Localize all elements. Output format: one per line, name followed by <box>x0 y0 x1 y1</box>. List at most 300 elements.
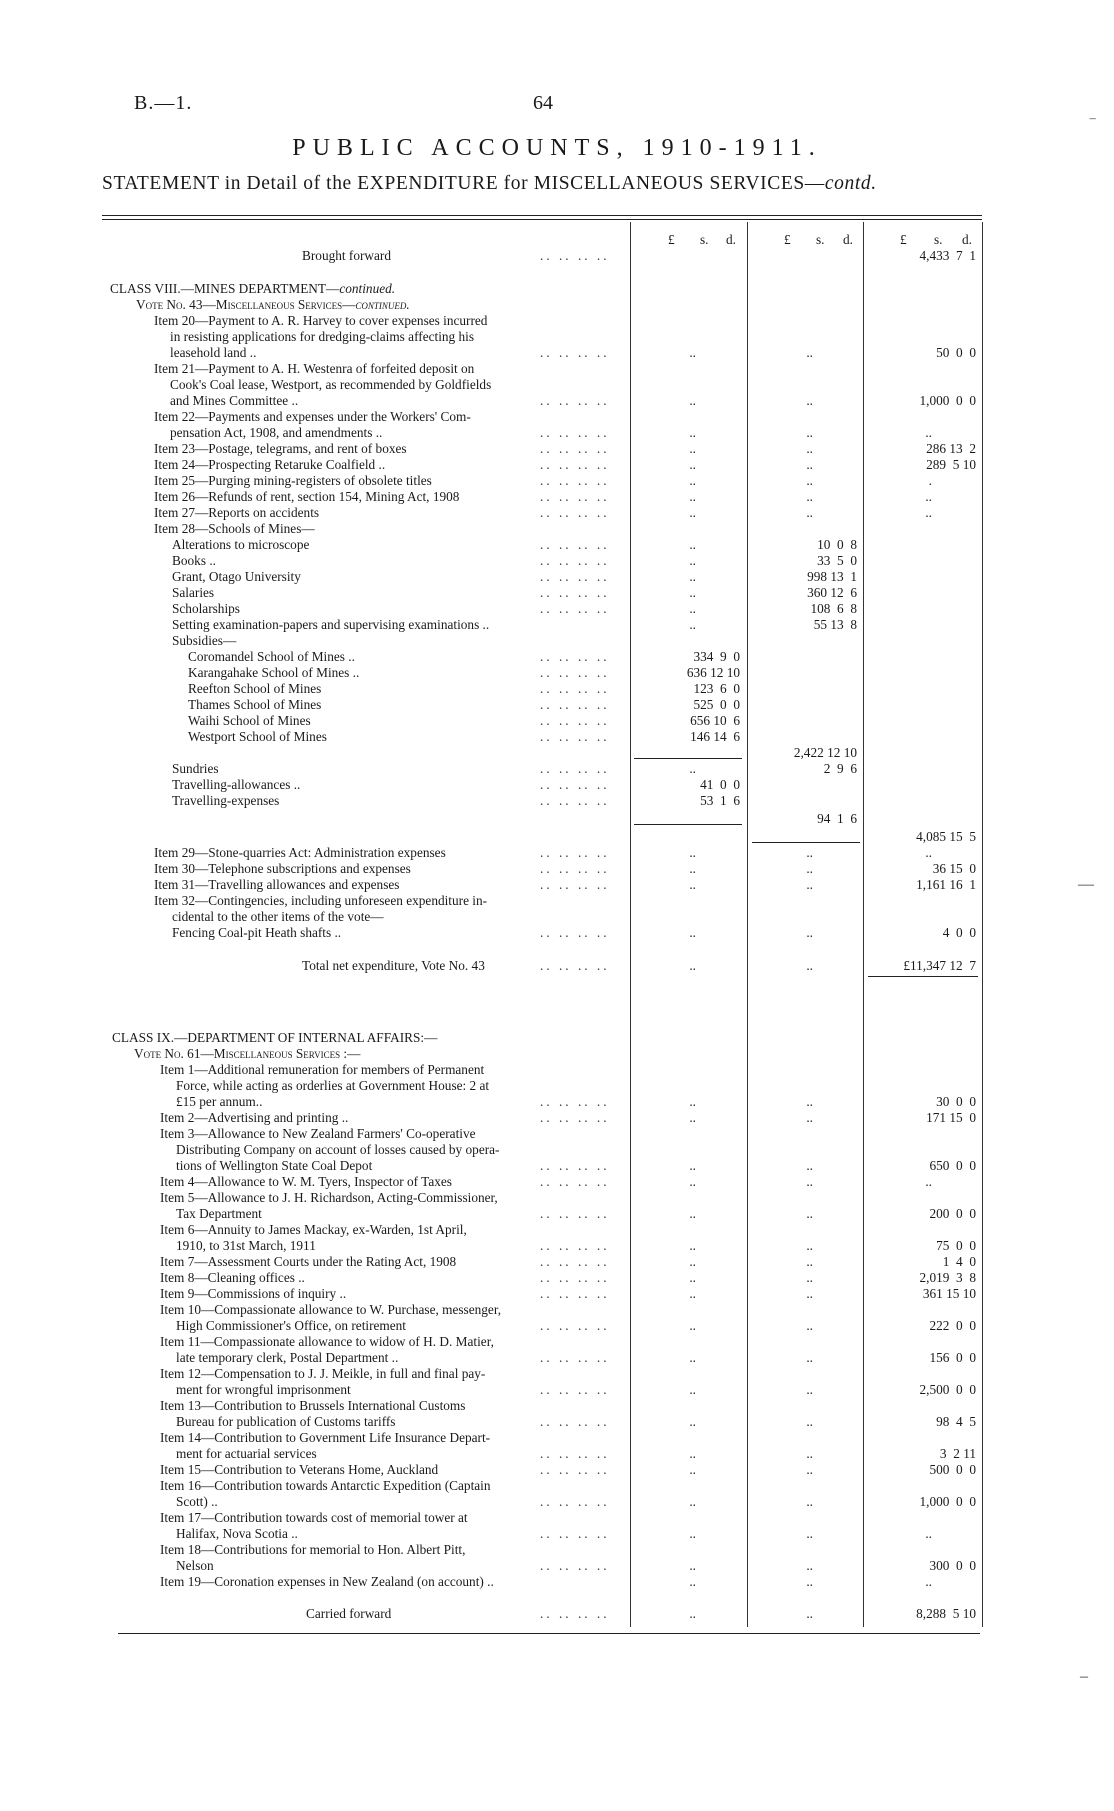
scan-mark-top: ‾ <box>1090 118 1096 135</box>
amount-c3: 361 15 10 <box>922 1286 976 1301</box>
row-label: Item 16—Contribution towards Antarctic Expedition (Captain <box>160 1478 491 1493</box>
amount-c2: .. <box>806 845 813 860</box>
amount-c2: 33 5 0 <box>817 553 857 568</box>
row-label: Coromandel School of Mines .. <box>188 649 355 664</box>
table-row <box>0 909 1114 925</box>
amount-c3: 650 0 0 <box>929 1158 976 1173</box>
row-label: Item 23—Postage, telegrams, and rent of boxes <box>154 441 407 456</box>
table-row <box>0 297 1114 313</box>
amount-c2: .. <box>806 1494 813 1509</box>
table-row <box>0 1542 1114 1558</box>
amount-c3: . <box>928 473 932 488</box>
row-label: Subsidies— <box>172 633 237 648</box>
amount-c3: .. <box>925 505 932 520</box>
amount-c2: .. <box>806 345 813 360</box>
row-label: Distributing Company on account of losses caused by opera- <box>176 1142 500 1157</box>
leader-dots: .. .. .. .. <box>540 1174 610 1189</box>
amount-c3: 8,288 5 10 <box>916 1606 976 1621</box>
amount-c1: .. <box>689 1350 696 1365</box>
row-label: Item 14—Contribution to Government Life Insurance Depart- <box>160 1430 491 1445</box>
amount-c3: 1,000 0 0 <box>919 393 976 408</box>
amount-c2: .. <box>806 1110 813 1125</box>
row-label-suffix: continued. <box>355 297 410 312</box>
table-row <box>0 617 1114 633</box>
table-row <box>0 457 1114 473</box>
row-label: Total net expenditure, Vote No. 43 <box>302 958 485 973</box>
page-number: 64 <box>533 92 553 114</box>
row-label: late temporary clerk, Postal Department .. <box>176 1350 399 1365</box>
table-row <box>0 1494 1114 1510</box>
amount-c3: 171 15 0 <box>926 1110 976 1125</box>
amount-c3: 3 2 11 <box>939 1446 976 1461</box>
amount-c3: 4,085 15 5 <box>916 829 976 844</box>
amount-c2: .. <box>806 1382 813 1397</box>
leader-dots: .. .. .. .. <box>540 845 610 860</box>
scan-mark-mid: — <box>1078 876 1094 893</box>
amount-c2: 998 13 1 <box>807 569 857 584</box>
col2-shilling-header: s. <box>816 232 825 247</box>
row-label: Item 1—Additional remuneration for members of Permanent <box>160 1062 485 1077</box>
table-row <box>0 649 1114 665</box>
amount-c2: .. <box>806 1270 813 1285</box>
amount-c1: .. <box>689 1318 696 1333</box>
amount-c1: 53 1 6 <box>700 793 740 808</box>
table-bottom-rule <box>118 1633 980 1634</box>
amount-c2: 10 0 8 <box>817 537 857 552</box>
leader-dots: .. .. .. .. <box>540 425 610 440</box>
leader-dots: .. .. .. .. <box>540 1382 610 1397</box>
table-row <box>0 713 1114 729</box>
row-label: Item 32—Contingencies, including unforeseen expenditure in- <box>154 893 488 908</box>
amount-c3: 1,000 0 0 <box>919 1494 976 1509</box>
amount-c2: 2 9 6 <box>823 761 857 776</box>
amount-c3: 200 0 0 <box>929 1206 976 1221</box>
amount-c1: .. <box>689 845 696 860</box>
leader-dots: .. .. .. .. <box>540 1350 610 1365</box>
amount-c2: .. <box>806 1558 813 1573</box>
table-top-rule-inner <box>102 219 982 220</box>
amount-c2: 94 1 6 <box>817 811 857 826</box>
col3-pound-header: £ <box>900 232 907 247</box>
leader-dots: .. .. .. .. <box>540 585 610 600</box>
row-label: Force, while acting as orderlies at Government House: 2 at <box>176 1078 490 1093</box>
leader-dots: .. .. .. .. <box>540 473 610 488</box>
leader-dots: .. .. .. .. <box>540 958 610 973</box>
table-row <box>0 829 1114 845</box>
row-label: Halifax, Nova Scotia .. <box>176 1526 298 1541</box>
page-ref: B.—1. <box>134 92 193 114</box>
amount-c3: 4,433 7 1 <box>919 248 976 263</box>
table-row <box>0 1574 1114 1590</box>
subtitle-contd: contd. <box>824 173 877 194</box>
leader-dots: .. .. .. .. <box>540 489 610 504</box>
amount-c3: £11,347 12 7 <box>903 958 976 973</box>
row-label: Item 22—Payments and expenses under the Workers' Com- <box>154 409 471 424</box>
amount-c1: .. <box>689 1206 696 1221</box>
amount-c3: .. <box>925 489 932 504</box>
leader-dots: .. .. .. .. <box>540 793 610 808</box>
amount-c1: .. <box>689 473 696 488</box>
row-label: Thames School of Mines <box>188 697 322 712</box>
amount-c1: .. <box>689 553 696 568</box>
row-label: Item 24—Prospecting Retaruke Coalfield .. <box>154 457 386 472</box>
row-label: Item 25—Purging mining-registers of obsolete titles <box>154 473 432 488</box>
row-label: CLASS VIII.—MINES DEPARTMENT—continued. <box>110 281 396 296</box>
amount-c3: 1 4 0 <box>942 1254 976 1269</box>
table-row <box>0 329 1114 345</box>
leader-dots: .. .. .. .. <box>540 1206 610 1221</box>
row-label: Item 8—Cleaning offices .. <box>160 1270 305 1285</box>
amount-c1: .. <box>689 1286 696 1301</box>
amount-c1: .. <box>689 393 696 408</box>
table-row <box>0 1558 1114 1574</box>
table-row <box>0 489 1114 505</box>
row-label: Item 13—Contribution to Brussels International Customs <box>160 1398 466 1413</box>
amount-c1: .. <box>689 425 696 440</box>
amount-c1: .. <box>689 1254 696 1269</box>
leader-dots: .. .. .. .. <box>540 441 610 456</box>
amount-c2: .. <box>806 1462 813 1477</box>
table-row <box>0 441 1114 457</box>
leader-dots: .. .. .. .. <box>540 761 610 776</box>
row-label: Item 30—Telephone subscriptions and expenses <box>154 861 411 876</box>
leader-dots: .. .. .. .. <box>540 681 610 696</box>
amount-c2: .. <box>806 505 813 520</box>
row-label: tions of Wellington State Coal Depot <box>176 1158 373 1173</box>
row-label: Fencing Coal-pit Heath shafts .. <box>172 925 342 940</box>
amount-c1: .. <box>689 441 696 456</box>
table-row <box>0 521 1114 537</box>
row-label: Sundries <box>172 761 219 776</box>
table-row <box>0 861 1114 877</box>
amount-c1: 656 10 6 <box>690 713 740 728</box>
row-label: Nelson <box>176 1558 214 1573</box>
table-row <box>0 425 1114 441</box>
amount-c1: .. <box>689 761 696 776</box>
leader-dots: .. .. .. .. <box>540 345 610 360</box>
table-row <box>0 633 1114 649</box>
table-row <box>0 1078 1114 1094</box>
amount-c2: .. <box>806 1606 813 1621</box>
amount-c3: 289 5 10 <box>926 457 976 472</box>
table-row <box>0 1430 1114 1446</box>
amount-c2: 108 6 8 <box>810 601 857 616</box>
row-label: Item 12—Compensation to J. J. Meikle, in full and final pay- <box>160 1366 486 1381</box>
row-label: Item 26—Refunds of rent, section 154, Mining Act, 1908 <box>154 489 460 504</box>
amount-c1: .. <box>689 617 696 632</box>
row-label: Bureau for publication of Customs tariffs <box>176 1414 396 1429</box>
amount-c3: 50 0 0 <box>936 345 976 360</box>
amount-c1: .. <box>689 601 696 616</box>
table-row <box>0 585 1114 601</box>
col1-pence-header: d. <box>726 232 736 247</box>
table-row <box>0 505 1114 521</box>
amount-c3: 75 0 0 <box>936 1238 976 1253</box>
leader-dots: .. .. .. .. <box>540 1270 610 1285</box>
amount-c1: .. <box>689 1238 696 1253</box>
amount-c1: .. <box>689 1494 696 1509</box>
table-row <box>0 925 1114 941</box>
row-label: Item 27—Reports on accidents <box>154 505 320 520</box>
table-row <box>0 281 1114 297</box>
table-row <box>0 845 1114 861</box>
col3-pence-header: d. <box>962 232 972 247</box>
amount-c1: .. <box>689 1110 696 1125</box>
statement-subtitle <box>102 173 877 195</box>
table-row <box>0 665 1114 681</box>
table-row <box>0 729 1114 745</box>
table-row <box>0 1334 1114 1350</box>
leader-dots: .. .. .. .. <box>540 1158 610 1173</box>
leader-dots: .. .. .. .. <box>540 925 610 940</box>
table-row <box>0 1030 1114 1046</box>
leader-dots: .. .. .. .. <box>540 505 610 520</box>
row-label: Item 21—Payment to A. H. Westenra of forfeited deposit on <box>154 361 475 376</box>
row-label: Travelling-expenses <box>172 793 280 808</box>
leader-dots: .. .. .. .. <box>540 553 610 568</box>
row-label: Brought forward <box>302 248 391 263</box>
amount-c1: .. <box>689 925 696 940</box>
row-label: leasehold land .. <box>170 345 257 360</box>
table-row <box>0 1382 1114 1398</box>
amount-c2: .. <box>806 861 813 876</box>
amount-c3: 1,161 16 1 <box>916 877 976 892</box>
table-row <box>0 1414 1114 1430</box>
leader-dots: .. .. .. .. <box>540 569 610 584</box>
amount-c1: .. <box>689 1270 696 1285</box>
table-row <box>0 745 1114 761</box>
amount-c1: .. <box>689 1526 696 1541</box>
table-row <box>0 1206 1114 1222</box>
amount-c2: .. <box>806 1238 813 1253</box>
table-row <box>0 1446 1114 1462</box>
amount-c3: .. <box>925 1526 932 1541</box>
table-row <box>0 1462 1114 1478</box>
table-row <box>0 1302 1114 1318</box>
table-row <box>0 697 1114 713</box>
amount-c2: .. <box>806 958 813 973</box>
row-label: Books .. <box>172 553 216 568</box>
table-row <box>0 877 1114 893</box>
leader-dots: .. .. .. .. <box>540 1494 610 1509</box>
table-row <box>0 1062 1114 1078</box>
table-row <box>0 1254 1114 1270</box>
row-label: Cook's Coal lease, Westport, as recommended by Goldfields <box>170 377 492 392</box>
table-row <box>0 409 1114 425</box>
table-row <box>0 1366 1114 1382</box>
row-label: Waihi School of Mines <box>188 713 311 728</box>
leader-dots: .. .. .. .. <box>540 649 610 664</box>
amount-c2: .. <box>806 393 813 408</box>
table-row <box>0 893 1114 909</box>
row-label: Grant, Otago University <box>172 569 301 584</box>
leader-dots: .. .. .. .. <box>540 665 610 680</box>
amount-c2: 360 12 6 <box>807 585 857 600</box>
table-row <box>0 313 1114 329</box>
row-label: Item 17—Contribution towards cost of memorial tower at <box>160 1510 468 1525</box>
table-row <box>0 681 1114 697</box>
amount-c1: 146 14 6 <box>690 729 740 744</box>
row-label: High Commissioner's Office, on retirement <box>176 1318 407 1333</box>
row-label: Carried forward <box>306 1606 392 1621</box>
table-row <box>0 777 1114 793</box>
row-label: £15 per annum.. <box>176 1094 263 1109</box>
amount-c1: .. <box>689 1158 696 1173</box>
leader-dots: .. .. .. .. <box>540 1526 610 1541</box>
amount-c1: .. <box>689 861 696 876</box>
leader-dots: .. .. .. .. <box>540 1254 610 1269</box>
amount-c2: .. <box>806 1094 813 1109</box>
table-row <box>0 1398 1114 1414</box>
amount-c2: .. <box>806 1414 813 1429</box>
row-label: Reefton School of Mines <box>188 681 322 696</box>
row-label: in resisting applications for dredging-claims affecting his <box>170 329 475 344</box>
leader-dots: .. .. .. .. <box>540 1110 610 1125</box>
table-row <box>0 553 1114 569</box>
amount-c3: 2,019 3 8 <box>919 1270 976 1285</box>
leader-dots: .. .. .. .. <box>540 1318 610 1333</box>
leader-dots: .. .. .. .. <box>540 1462 610 1477</box>
amount-c1: .. <box>689 1574 696 1589</box>
table-row <box>0 377 1114 393</box>
col1-shilling-header: s. <box>700 232 709 247</box>
table-row <box>0 345 1114 361</box>
amount-c3: 4 0 0 <box>942 925 976 940</box>
table-row <box>0 1238 1114 1254</box>
amount-c1: .. <box>689 457 696 472</box>
amount-c2: .. <box>806 1158 813 1173</box>
leader-dots: .. .. .. .. <box>540 861 610 876</box>
amount-c1: .. <box>689 1094 696 1109</box>
amount-c1: .. <box>689 345 696 360</box>
leader-dots: .. .. .. .. <box>540 1606 610 1621</box>
table-row <box>0 793 1114 809</box>
amount-c2: .. <box>806 473 813 488</box>
amount-c1: .. <box>689 1174 696 1189</box>
amount-c2: .. <box>806 457 813 472</box>
row-label: Item 29—Stone-quarries Act: Administration expenses <box>154 845 446 860</box>
amount-c1: .. <box>689 505 696 520</box>
row-label: Item 7—Assessment Courts under the Rating Act, 1908 <box>160 1254 457 1269</box>
amount-c1: 525 0 0 <box>693 697 740 712</box>
leader-dots: .. .. .. .. <box>540 601 610 616</box>
row-label: ment for actuarial services <box>176 1446 317 1461</box>
row-label: cidental to the other items of the vote— <box>172 909 384 924</box>
amount-c1: .. <box>689 1446 696 1461</box>
amount-c2: .. <box>806 1526 813 1541</box>
row-label-suffix: continued. <box>339 281 396 296</box>
row-label: Salaries <box>172 585 215 600</box>
leader-dots: .. .. .. .. <box>540 877 610 892</box>
table-row <box>0 1158 1114 1174</box>
amount-c2: .. <box>806 1254 813 1269</box>
amount-c3: 500 0 0 <box>929 1462 976 1477</box>
amount-c1: .. <box>689 489 696 504</box>
table-row <box>0 1270 1114 1286</box>
amount-c1: .. <box>689 537 696 552</box>
table-row <box>0 811 1114 827</box>
row-label: Item 2—Advertising and printing .. <box>160 1110 349 1125</box>
table-row <box>0 393 1114 409</box>
amount-c2: .. <box>806 1318 813 1333</box>
amount-c3: .. <box>925 1574 932 1589</box>
row-label: Item 9—Commissions of inquiry .. <box>160 1286 347 1301</box>
amount-c2: .. <box>806 1286 813 1301</box>
row-label: Item 15—Contribution to Veterans Home, Auckland <box>160 1462 439 1477</box>
amount-c3: .. <box>925 845 932 860</box>
table-row <box>0 601 1114 617</box>
row-label: Karangahake School of Mines .. <box>188 665 360 680</box>
amount-c2: .. <box>806 1574 813 1589</box>
table-row <box>0 1094 1114 1110</box>
row-label: Scholarships <box>172 601 240 616</box>
table-row <box>0 1478 1114 1494</box>
amount-c3: 98 4 5 <box>936 1414 976 1429</box>
row-label: Travelling-allowances .. <box>172 777 301 792</box>
amount-c2: .. <box>806 877 813 892</box>
subtitle-main: STATEMENT in Detail of the EXPENDITURE for MISCELLANEOUS SERVICES— <box>102 173 825 194</box>
table-row <box>0 473 1114 489</box>
row-label: Item 19—Coronation expenses in New Zealand (on account) .. <box>160 1574 494 1589</box>
amount-c2: .. <box>806 425 813 440</box>
leader-dots: .. .. .. .. <box>540 1558 610 1573</box>
table-row <box>0 1046 1114 1062</box>
table-top-rule <box>102 215 982 216</box>
amount-c3: .. <box>925 1174 932 1189</box>
row-label: and Mines Committee .. <box>170 393 299 408</box>
row-label: Item 3—Allowance to New Zealand Farmers' Co-operative <box>160 1126 476 1141</box>
amount-c1: .. <box>689 958 696 973</box>
amount-c3: 2,500 0 0 <box>919 1382 976 1397</box>
leader-dots: .. .. .. .. <box>540 1238 610 1253</box>
row-label: Alterations to microscope <box>172 537 310 552</box>
table-row <box>0 1142 1114 1158</box>
leader-dots: .. .. .. .. <box>540 248 610 263</box>
table-row <box>0 761 1114 777</box>
table-row <box>0 958 1114 974</box>
amount-c3: 36 15 0 <box>932 861 976 876</box>
col2-pound-header: £ <box>784 232 791 247</box>
leader-dots: .. .. .. .. <box>540 1286 610 1301</box>
leader-dots: .. .. .. .. <box>540 457 610 472</box>
table-row <box>0 1350 1114 1366</box>
leader-dots: .. .. .. .. <box>540 1414 610 1429</box>
table-row <box>0 1526 1114 1542</box>
leader-dots: .. .. .. .. <box>540 537 610 552</box>
table-row <box>0 1110 1114 1126</box>
table-row <box>0 248 1114 264</box>
table-row <box>0 1190 1114 1206</box>
row-label: Tax Department <box>176 1206 262 1221</box>
leader-dots: .. .. .. .. <box>540 393 610 408</box>
amount-c2: .. <box>806 489 813 504</box>
amount-c2: .. <box>806 1446 813 1461</box>
table-row <box>0 537 1114 553</box>
amount-c1: .. <box>689 1558 696 1573</box>
amount-c1: .. <box>689 1606 696 1621</box>
table-row <box>0 1318 1114 1334</box>
amount-c2: 2,422 12 10 <box>793 745 857 760</box>
leader-dots: .. .. .. .. <box>540 777 610 792</box>
row-label: ment for wrongful imprisonment <box>176 1382 351 1397</box>
row-label: CLASS IX.—DEPARTMENT OF INTERNAL AFFAIRS:— <box>112 1030 438 1045</box>
row-label: Vote No. 43—Miscellaneous Services—continued. <box>136 297 410 312</box>
row-label: Vote No. 61—Miscellaneous Services :— <box>134 1046 361 1061</box>
table-row <box>0 1126 1114 1142</box>
table-row <box>0 361 1114 377</box>
row-label: Item 10—Compassionate allowance to W. Purchase, messenger, <box>160 1302 502 1317</box>
amount-c1: .. <box>689 1414 696 1429</box>
